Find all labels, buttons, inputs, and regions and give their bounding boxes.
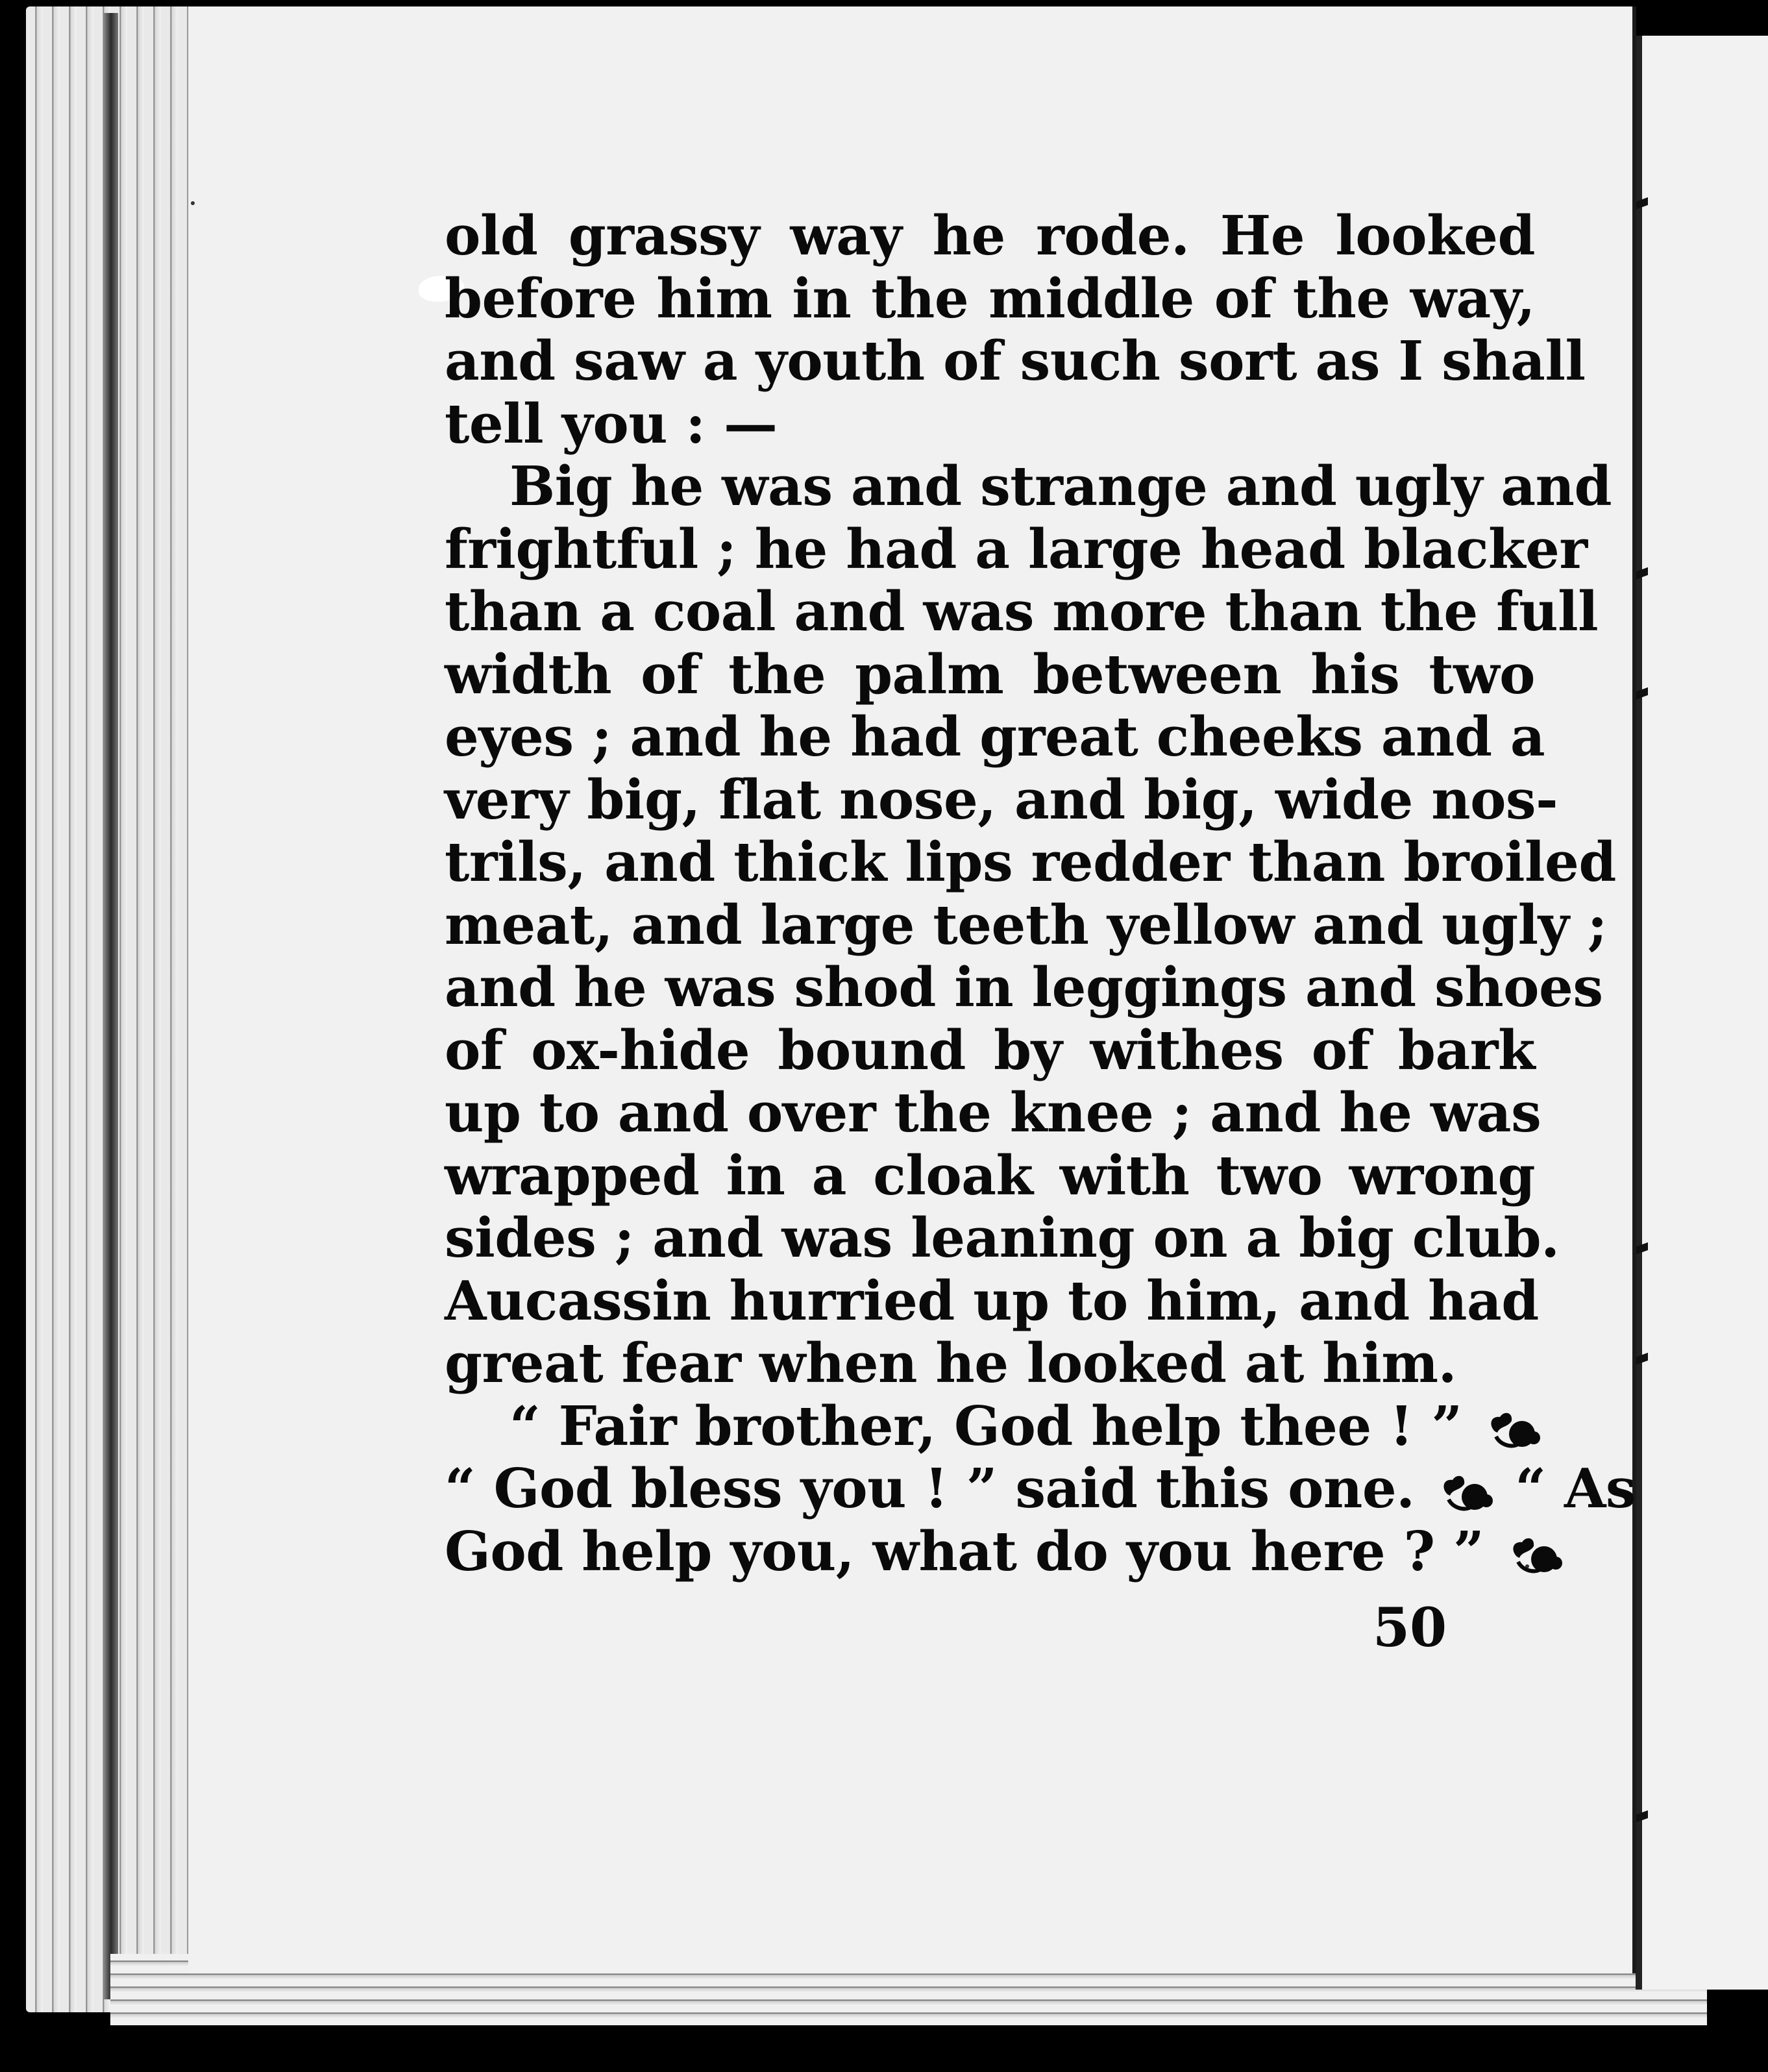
text-line xyxy=(445,1520,1535,1583)
text-line: very big, flat nose, and big, wide nos- xyxy=(445,767,1558,832)
dialogue-text: “ As xyxy=(1515,1457,1636,1520)
text-line: great fear when he looked at him. xyxy=(445,1331,1457,1395)
text-line: Aucassin hurried up to him, and had xyxy=(445,1268,1539,1333)
text-line xyxy=(445,1457,1636,1520)
text-line: than a coal and was more than the full xyxy=(445,580,1599,643)
text-line: of ox-hide bound by withes of bark xyxy=(445,1018,1535,1082)
page-number: 50 xyxy=(1373,1597,1447,1659)
book-page xyxy=(188,6,1636,1973)
text-line: tell you : — xyxy=(445,391,778,456)
text-line: width of the palm between his two xyxy=(445,642,1535,706)
text-line: and saw a youth of such sort as I shall xyxy=(445,329,1586,393)
dialogue-text: God help you, what do you here ? ” xyxy=(445,1519,1484,1583)
text-line: up to and over the knee ; and he was xyxy=(445,1081,1541,1144)
dialogue-text: “ God bless you ! ” said this one. xyxy=(445,1457,1415,1520)
fleuron-icon xyxy=(1438,1471,1497,1516)
text-line: wrapped in a cloak with two wrong xyxy=(445,1143,1535,1207)
text-line xyxy=(445,1395,1535,1458)
body-text xyxy=(445,204,1636,1583)
fleuron-icon xyxy=(1508,1533,1566,1579)
text-line: frightful ; he had a large head blacker xyxy=(445,517,1588,581)
binding-shadow xyxy=(104,13,118,1999)
text-line: and he was shod in leggings and shoes xyxy=(445,956,1603,1019)
fleuron-icon xyxy=(1486,1408,1544,1453)
text-line: Big he was and strange and ugly and xyxy=(510,454,1612,518)
text-line: sides ; and was leaning on a big club. xyxy=(445,1206,1560,1270)
text-line: old grassy way he rode. He looked xyxy=(445,204,1535,267)
text-line: eyes ; and he had great cheeks and a xyxy=(445,705,1545,769)
dialogue-text: “ Fair brother, God help thee ! ” xyxy=(510,1394,1462,1458)
text-line: before him in the middle of the way, xyxy=(445,266,1535,330)
facing-page-edge xyxy=(1636,36,1768,1990)
text-line: trils, and thick lips redder than broiled xyxy=(445,830,1616,894)
paper-speck xyxy=(191,201,195,205)
text-line: meat, and large teeth yellow and ugly ; xyxy=(445,893,1607,957)
